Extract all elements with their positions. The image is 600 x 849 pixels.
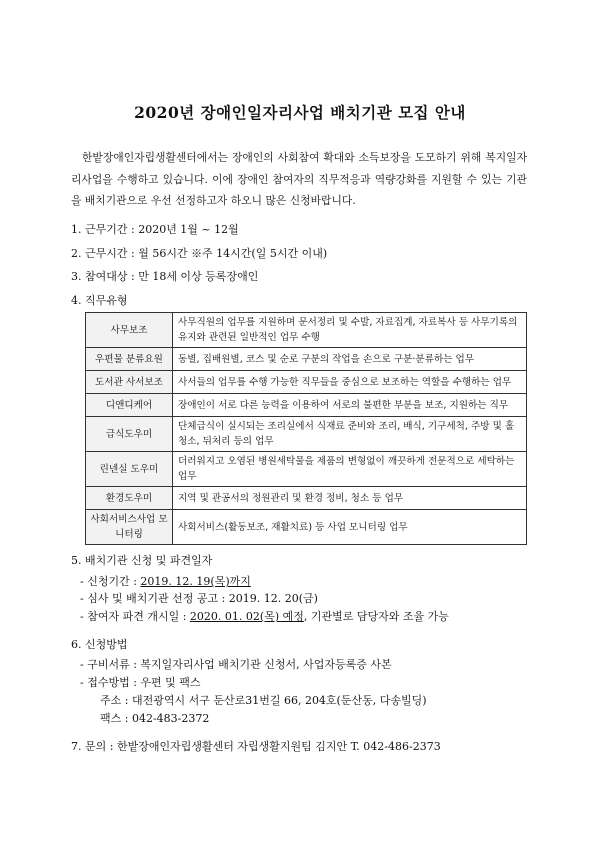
table-row <box>86 313 527 348</box>
job-name: 사무보조 <box>86 313 173 348</box>
job-name: 우편물 분류요원 <box>86 348 173 371</box>
table-row <box>86 487 527 510</box>
work-hours: 2. 근무시간 : 월 56시간 ※주 14시간(일 5시간 이내) <box>71 247 328 260</box>
table-row <box>86 394 527 417</box>
job-name: 환경도우미 <box>86 487 173 510</box>
job-name: 디앤디케어 <box>86 394 173 417</box>
job-name: 사회서비스사업 모니터링 <box>86 510 173 545</box>
contact-info: 7. 문의 : 한밭장애인자립생활센터 자립생활지원팀 김지안 T. 042-486-2373 <box>71 740 441 753</box>
required-docs: - 구비서류 : 복지일자리사업 배치기관 신청서, 사업자등록증 사본 <box>80 658 392 671</box>
job-description: 지역 및 관공서의 정원관리 및 환경 정비, 청소 등 업무 <box>173 487 527 510</box>
work-period: 1. 근무기간 : 2020년 1월 ~ 12월 <box>71 223 239 236</box>
mail-address: 주소 : 대전광역시 서구 둔산로31번길 66, 204호(둔산동, 다송빌딩) <box>100 694 427 707</box>
table-row <box>86 510 527 545</box>
job-description: 사회서비스(활동보조, 재활치료) 등 사업 모니터링 업무 <box>173 510 527 545</box>
apply-date: 2019. 12. 19(목)까지 <box>140 575 251 588</box>
job-description: 동별, 집배원별, 코스 및 순로 구분의 작업을 손으로 구분·분류하는 업무 <box>173 348 527 371</box>
job-description: 사무직원의 업무를 지원하며 문서정리 및 수발, 자료집계, 자료복사 등 사무기록의 유지와 관련된 일반적인 업무 수행 <box>173 313 527 348</box>
section6-heading: 6. 신청방법 <box>71 638 128 651</box>
dispatch-date <box>80 608 449 624</box>
job-description: 단체급식이 실시되는 조리실에서 식재료 준비와 조리, 배식, 기구세척, 주방 및 홀 청소, 뒤처리 등의 업무 <box>173 417 527 452</box>
job-name: 도서관 사서보조 <box>86 371 173 394</box>
table-row <box>86 371 527 394</box>
section5-heading: 5. 배치기관 신청 및 파견일자 <box>71 554 213 567</box>
dispatch-note: , 기관별로 담당자와 조율 가능 <box>303 610 449 623</box>
job-name: 급식도우미 <box>86 417 173 452</box>
job-description: 사서들의 업무를 수행 가능한 직무들을 중심으로 보조하는 역할을 수행하는 업무 <box>173 371 527 394</box>
job-types-heading: 4. 직무유형 <box>71 294 128 307</box>
apply-period <box>80 573 251 589</box>
intro-paragraph <box>71 147 527 212</box>
page-title: 2020년 장애인일자리사업 배치기관 모집 안내 <box>134 103 466 122</box>
job-types-table <box>85 312 527 545</box>
table-row <box>86 417 527 452</box>
dispatch-label: - 참여자 파견 개시일 : <box>80 610 190 623</box>
intro-text: 한밭장애인자립생활센터에서는 장애인의 사회참여 확대와 소득보장을 도모하기 위해 복지일자리사업을 수행하고 있습니다. 이에 장애인 참여자의 직무적응과 역량강화를 지원할 수 있는 기관을 배치기관으로 우선 선정하고자 하오니 많은 신청바랍니다. <box>71 151 527 207</box>
table-row <box>86 348 527 371</box>
job-description: 장애인이 서로 다른 능력을 이용하여 서로의 불편한 부분을 보조, 지원하는 직무 <box>173 394 527 417</box>
fax-number: 팩스 : 042-483-2372 <box>100 712 210 725</box>
eligibility: 3. 참여대상 : 만 18세 이상 등록장애인 <box>71 270 259 283</box>
submission-method: - 접수방법 : 우편 및 팩스 <box>80 676 201 689</box>
job-name: 린넨실 도우미 <box>86 452 173 487</box>
job-description: 더러워지고 오염된 병원세탁물을 제품의 변형없이 깨끗하게 전문적으로 세탁하는 업무 <box>173 452 527 487</box>
table-row <box>86 452 527 487</box>
dispatch-date-value: 2020. 01. 02(목) 예정 <box>189 610 304 623</box>
apply-label: - 신청기간 : <box>80 575 141 588</box>
review-date: - 심사 및 배치기관 선정 공고 : 2019. 12. 20(금) <box>80 592 318 605</box>
